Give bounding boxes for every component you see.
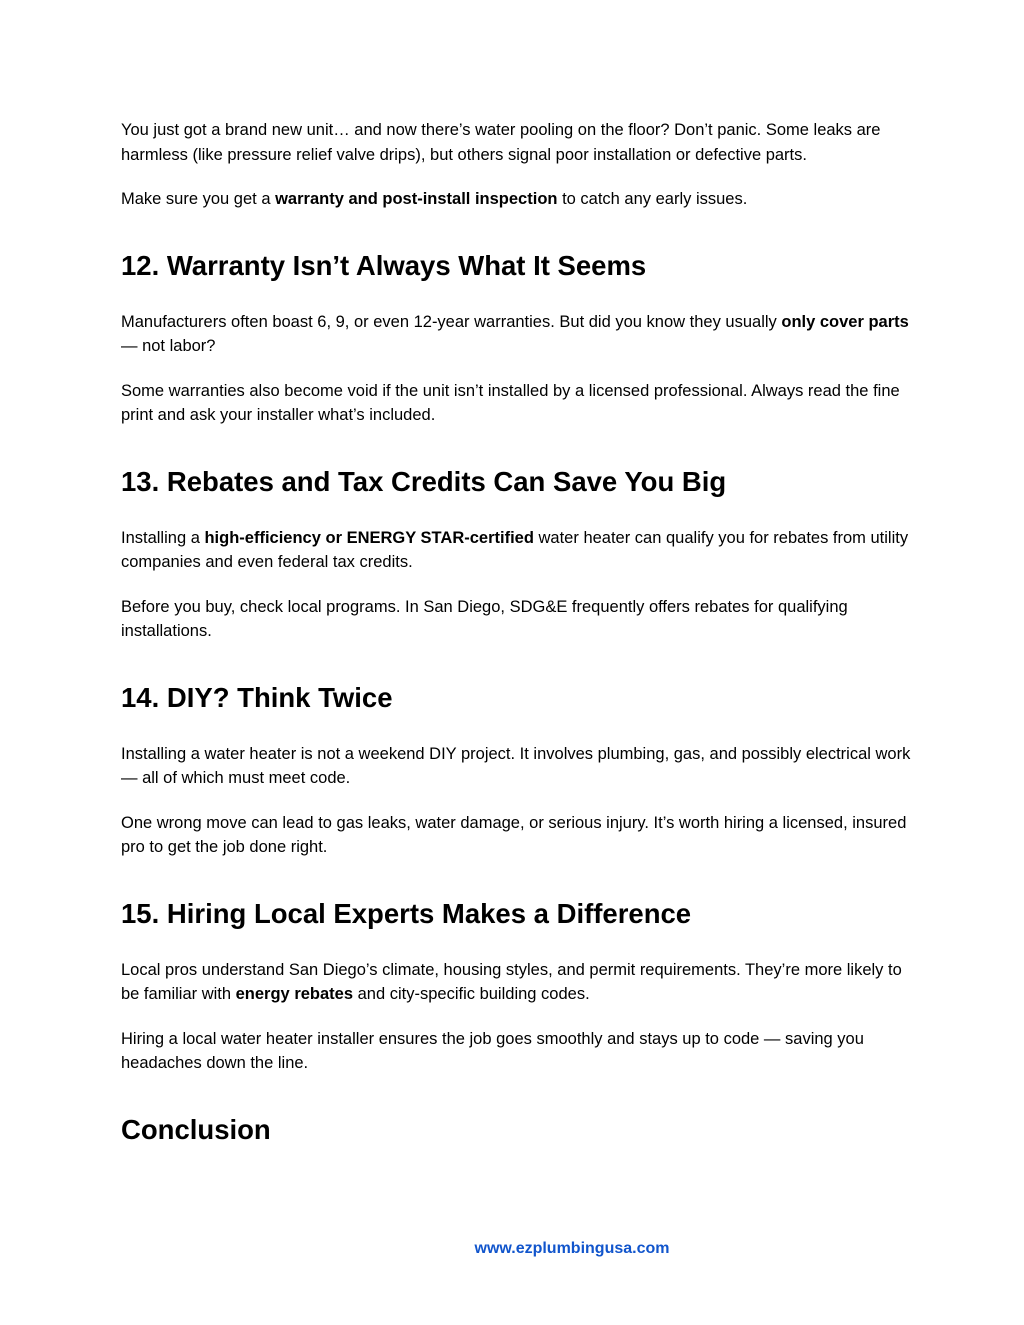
paragraph-warranty-parts: Manufacturers often boast 6, 9, or even 12-year warranties. But did you know they usually only cover parts — not labor? — [121, 312, 909, 355]
bold-warranty-inspection: warranty and post-install inspection — [275, 190, 558, 208]
paragraph-leaks-intro: You just got a brand new unit… and now there’s water pooling on the floor? Don’t panic. Some leaks are harmless (like pressure relief valve drips), but others signal poor installation or defective parts. — [121, 121, 881, 164]
document-body — [121, 118, 911, 1147]
bold-energy-rebates: energy rebates — [235, 985, 354, 1003]
heading-conclusion: Conclusion — [121, 1113, 271, 1145]
bold-energy-star: high-efficiency or ENERGY STAR-certified — [204, 528, 534, 547]
paragraph-local-2: Hiring a local water heater installer ensures the job goes smoothly and stays up to code — saving you headaches down the line. — [121, 1029, 864, 1072]
heading-diy: 14. DIY? Think Twice — [121, 681, 393, 713]
paragraph-warranty-void: Some warranties also become void if the unit isn’t installed by a licensed professional. Always read the fine print and ask your installer what’s included. — [121, 381, 900, 424]
paragraph-local-1: Local pros understand San Diego’s climate, housing styles, and permit requirements. They’re more likely to be familiar with energy rebates and city-specific building codes. — [121, 960, 902, 1003]
page-footer — [0, 1240, 1024, 1258]
heading-local-experts: 15. Hiring Local Experts Makes a Difference — [121, 897, 692, 929]
paragraph-diy-2: One wrong move can lead to gas leaks, water damage, or serious injury. It’s worth hiring a licensed, insured pro to get the job done right. — [121, 813, 907, 856]
heading-warranty: 12. Warranty Isn’t Always What It Seems — [121, 249, 647, 281]
paragraph-rebates-local: Before you buy, check local programs. In San Diego, SDG&E frequently offers rebates for qualifying installations. — [121, 597, 848, 640]
heading-rebates: 13. Rebates and Tax Credits Can Save You Big — [121, 465, 727, 497]
paragraph-diy-1: Installing a water heater is not a weekend DIY project. It involves plumbing, gas, and possibly electrical work — all of which must meet code. — [121, 744, 911, 787]
paragraph-rebates: Installing a high-efficiency or ENERGY STAR-certified water heater can qualify you for rebates from utility companies and even federal tax credits. — [121, 528, 909, 571]
bold-only-cover-parts: only cover parts — [781, 312, 909, 331]
footer-website-link[interactable]: www.ezplumbingusa.com — [474, 1240, 670, 1257]
paragraph-inspection: Make sure you get a warranty and post-install inspection to catch any early issues. — [121, 190, 748, 208]
